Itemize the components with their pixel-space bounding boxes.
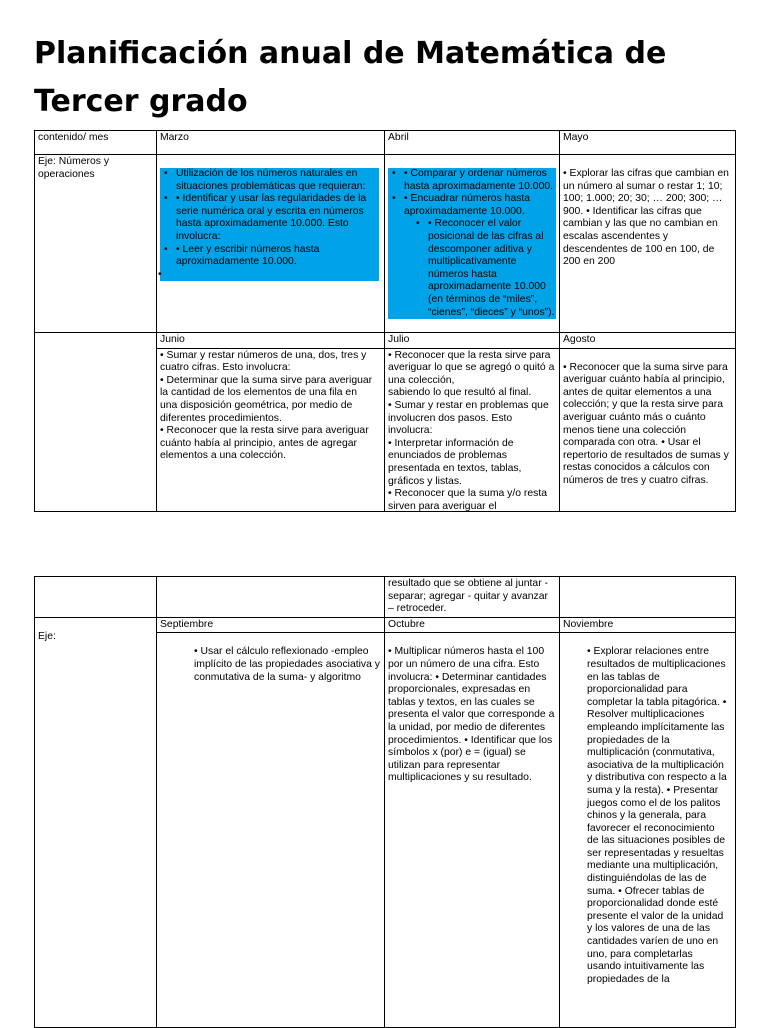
cell-text: • Multiplicar números hasta el 100 por un número de una cifra. Esto involucra: • Determinar cantidades proporcionales, expresadas en tablas y textos, en las cuales se presenta el valor que corresponde a la unidad, por medio de diferentes procedimientos. • Identificar que los símbolos x (por) e = (igual) se utilizan para representar multiplicaciones y su resultado. [388, 646, 555, 784]
cell-text: • Reconocer que la suma sirve para averiguar cuánto había al principio, antes de quitar elementos a una colección; y que la resta sirve para averiguar cuánto más o cuánto menos tiene una colección comparada con otra. • Usar el repertorio de resultados de sumas y restas conocidos a cálculos con números de tres y cuatro cifras. [563, 361, 729, 486]
list-item: • • Identificar y usar las regularidades de la serie numérica oral y escrita en números hasta aproximadamente 10.000. Esto involucra: [160, 193, 379, 243]
table-row [35, 155, 736, 333]
table-header-row [35, 617, 736, 633]
cell-agosto [560, 348, 736, 511]
cell-mayo [560, 155, 736, 333]
cell-octubre [385, 633, 560, 1028]
list-item: • Utilización de los números naturales en situaciones problemáticas que requieran: [160, 168, 379, 193]
table-header-row [35, 131, 736, 155]
header-cell-abril: Abril [385, 131, 560, 155]
highlighted-block [388, 168, 556, 319]
cell-marzo [157, 155, 385, 333]
eje-label: Eje: Números y operaciones [35, 155, 157, 333]
header-cell-agosto: Agosto [560, 333, 736, 349]
cell-julio [385, 348, 560, 511]
cell-junio [157, 348, 385, 511]
page-title: Planificación anual de Matemática de Tercer grado [34, 36, 667, 119]
header-cell-mayo: Mayo [560, 131, 736, 155]
empty-cell [35, 333, 157, 512]
list-item [160, 269, 379, 281]
cell-text: • Usar el cálculo reflexionado -empleo implícito de las propiedades asociativa y conmutativa de la suma- y algoritmo [194, 646, 380, 683]
cell-text: • Sumar y restar números de una, dos, tres y cuatro cifras. Esto involucra: • Determinar que la suma sirve para averiguar la cantidad de los elementos de una fila en una disposición geométrica, por medio de diferentes procedimientos. • Reconocer que la resta sirve para averiguar cuánto había al principio, antes de agregar elementos a una colección. [160, 349, 373, 462]
header-cell-octubre: Octubre [385, 617, 560, 633]
eje-label-2 [35, 617, 157, 1028]
empty-cell [35, 577, 157, 618]
cell-abril [385, 155, 560, 333]
cell-noviembre [560, 633, 736, 1028]
list-item: • • Encuadrar números hasta aproximadamente 10.000. [388, 193, 556, 218]
list-item: • • Reconocer el valor posicional de las cifras al descomponer aditiva y multiplicativamente números hasta aproximadamente 10.000 (en términos de “miles”, “cienes”, “dieces” y “unos”). [388, 218, 556, 319]
table-row [35, 577, 736, 618]
header-cell-junio: Junio [157, 333, 385, 349]
cell-septiembre [157, 633, 385, 1028]
planning-table-1 [34, 130, 736, 512]
header-cell-contenido: contenido/ mes [35, 131, 157, 155]
list-item: • • Leer y escribir números hasta aproximadamente 10.000. [160, 244, 379, 269]
list-item: • • Comparar y ordenar números hasta aproximadamente 10.000. [388, 168, 556, 193]
empty-cell [157, 577, 385, 618]
planning-table-2 [34, 576, 736, 1028]
eje-label-text: Eje: [38, 630, 56, 642]
cell-text: • Reconocer que la resta sirve para averiguar lo que se agregó o quitó a una colección, sabiendo lo que resultó al final. • Sumar y restar en problemas que involucren dos pasos. Esto involucra: • Interpretar información de enunciados de problemas presentada en textos, tablas, gráficos y listas. • Reconocer que la suma y/o resta sirven para averiguar el [388, 349, 555, 512]
header-cell-marzo: Marzo [157, 131, 385, 155]
cell-text: • Explorar relaciones entre resultados de multiplicaciones en las tablas de proporcionalidad para completar la tabla pitagórica. • Resolver multiplicaciones empleando implícitamente las propiedades de la multiplicación (conmutativa, asociativa de la multiplicación y distributiva con respecto a la suma y la resta). • Presentar juegos como el de los palitos chinos y la generala, para favorecer el reconocimiento de las situaciones posibles de ser representadas y resueltas mediante una multiplicación, distinguiéndolas de las de suma. • Ofrecer tablas de proporcionalidad donde esté presente el valor de la unidad y los valores de una de las cantidades varíen de uno en uno, para completarlas usando intuitivamente las propiedades de la [587, 646, 727, 985]
table-header-row [35, 333, 736, 349]
header-cell-septiembre: Septiembre [157, 617, 385, 633]
highlighted-block [160, 168, 379, 281]
cell-julio-continued: resultado que se obtiene al juntar - separar; agregar - quitar y avanzar – retroceder. [385, 577, 560, 618]
header-cell-julio: Julio [385, 333, 560, 349]
header-cell-noviembre: Noviembre [560, 617, 736, 633]
empty-cell [560, 577, 736, 618]
cell-text: • Explorar las cifras que cambian en un número al sumar o restar 1; 10; 100; 1.000; 20; 30; … 200; 300; … 900. • Identificar las cifras que cambian y las que no cambian en escalas ascendentes y descendentes de 100 en 100, de 200 en 200 [563, 168, 729, 268]
